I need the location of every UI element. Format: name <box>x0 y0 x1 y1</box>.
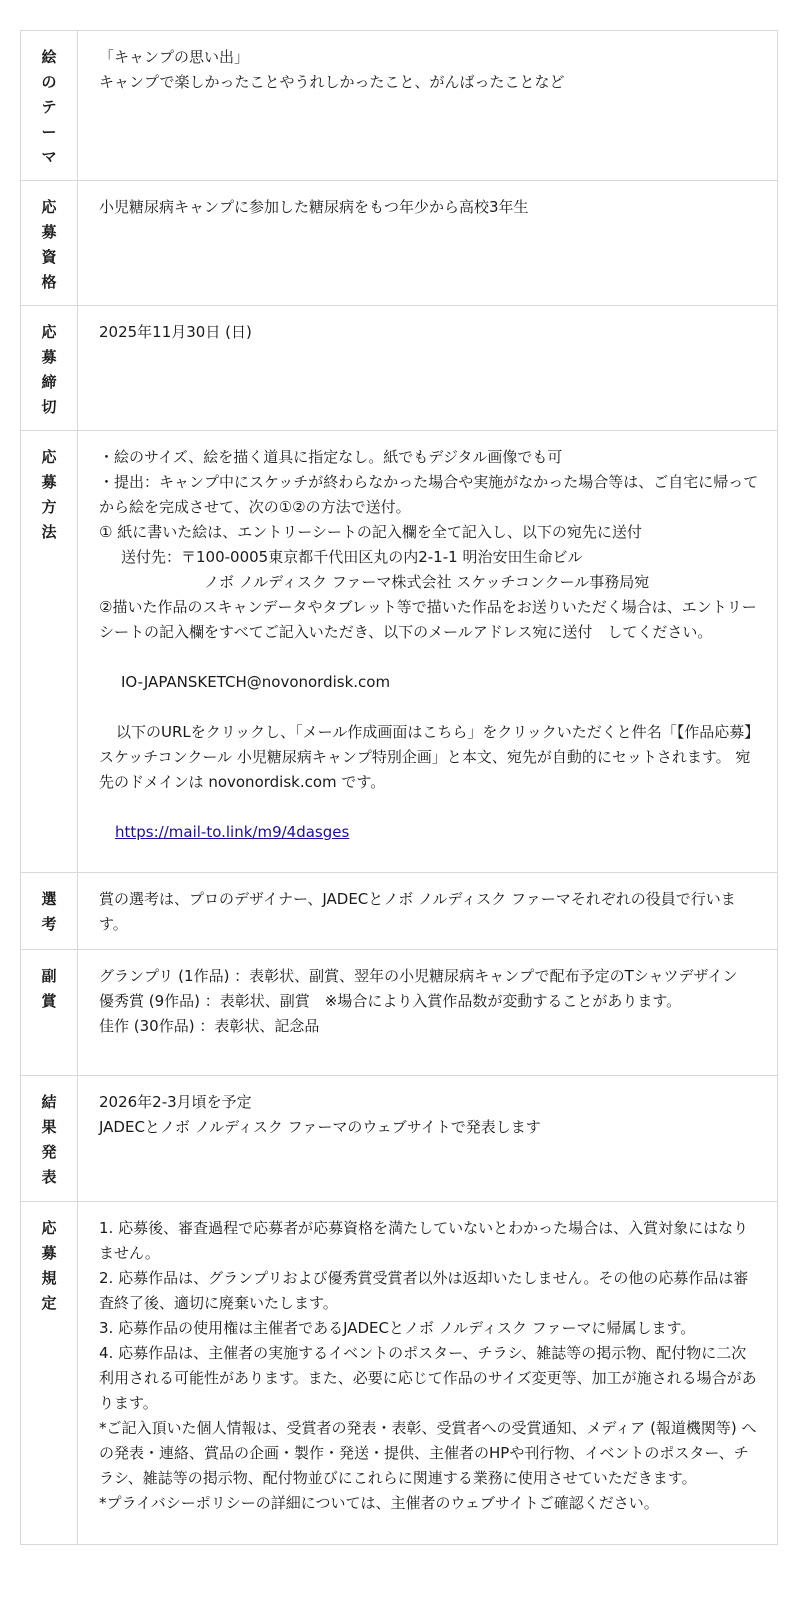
prize-grand: グランプリ (1作品) ：表彰状、副賞、翌年の小児糖尿病キャンプで配布予定のTシャツデザイン <box>99 967 738 985</box>
row-content-selection <box>78 873 778 950</box>
row-label-prizes: 副賞 <box>21 950 78 1076</box>
row-label-selection: 選考 <box>21 873 78 950</box>
row-content-eligibility <box>78 181 778 306</box>
mail-link-line <box>99 820 761 845</box>
row-deadline <box>21 306 778 431</box>
spacer <box>99 645 761 670</box>
contest-info-table <box>20 30 778 1545</box>
eligibility-text: 小児糖尿病キャンプに参加した糖尿病をもつ年少から高校3年生 <box>99 198 529 216</box>
spacer <box>99 695 761 720</box>
results-venue: JADECとノボ ノルディスク ファーマのウェブサイトで発表します <box>99 1118 541 1136</box>
prize-excellence: 優秀賞 (9作品) ：表彰状、副賞 ※場合により入賞作品数が変動することがあります。 <box>99 992 682 1010</box>
row-content-theme <box>78 31 778 181</box>
row-content-deadline <box>78 306 778 431</box>
deadline-date: 2025年11月30日 (日) <box>99 323 252 341</box>
row-theme <box>21 31 778 181</box>
theme-description: キャンプで楽しかったことやうれしかったこと、がんばったことなど <box>99 73 565 91</box>
row-eligibility <box>21 181 778 306</box>
prize-honorable: 佳作 (30作品) ：表彰状、記念品 <box>99 1017 320 1035</box>
results-date: 2026年2-3月頃を予定 <box>99 1093 252 1111</box>
privacy-note: *ご記入頂いた個人情報は、受賞者の発表・表彰、受賞者への受賞通知、メディア (報道機関等) への発表・連絡、賞品の企画・製作・発送・提供、主催者のHPや刊行物、イベントのポスター、チラシ、雑誌等の掲示物、配付物並びにこれらに関連する業務に使用させていただきます。 <box>99 1419 757 1487</box>
method-paper-instruction: ① 紙に書いた絵は、エントリーシートの記入欄を全て記入し、以下の宛先に送付 <box>99 523 642 541</box>
row-content-rules <box>78 1202 778 1545</box>
rule-item: 4. 応募作品は、主催者の実施するイベントのポスター、チラシ、雑誌等の掲示物、配付物に二次利用される可能性があります。また、必要に応じて作品のサイズ変更等、加工が施される場合があります。 <box>99 1344 757 1412</box>
row-results <box>21 1076 778 1202</box>
row-content-method <box>78 431 778 873</box>
method-digital-instruction: ②描いた作品のスキャンデータやタブレット等で描いた作品をお送りいただく場合は、エントリーシートの記入欄をすべてご記入いただき、以下のメールアドレス宛に送付 してください。 <box>99 598 757 641</box>
theme-title: 「キャンプの思い出」 <box>99 48 250 66</box>
row-label-rules: 応募規定 <box>21 1202 78 1545</box>
row-label-method: 応募方法 <box>21 431 78 873</box>
rule-item: 1. 応募後、審査過程で応募者が応募資格を満たしていないとわかった場合は、入賞対象にはなりません。 <box>99 1219 749 1262</box>
privacy-policy-note: *プライバシーポリシーの詳細については、主催者のウェブサイトご確認ください。 <box>99 1494 659 1512</box>
row-selection <box>21 873 778 950</box>
row-label-eligibility: 応募資格 <box>21 181 78 306</box>
row-method <box>21 431 778 873</box>
row-rules <box>21 1202 778 1545</box>
row-label-results: 結果発表 <box>21 1076 78 1202</box>
url-instruction: 以下のURLをクリックし、「メール作成画面はこちら」をクリックいただくと件名「【作品応募】スケッチコンクール 小児糖尿病キャンプ特別企画」と本文、宛先が自動的にセットされます。 宛先のドメインは novonordisk.com です。 <box>99 723 760 791</box>
spacer <box>99 795 761 820</box>
contact-email: IO-JAPANSKETCH@novonordisk.com <box>121 673 391 691</box>
row-label-deadline: 応募締切 <box>21 306 78 431</box>
method-submission-note: ・提出：キャンプ中にスケッチが終わらなかった場合や実施がなかった場合等は、ご自宅に帰ってから絵を完成させて、次の①②の方法で送付。 <box>99 473 759 516</box>
mail-to-link[interactable]: https://mail-to.link/m9/4dasges <box>115 823 350 841</box>
rule-item: 2. 応募作品は、グランプリおよび優秀賞受賞者以外は返却いたしません。その他の応募作品は審査終了後、適切に廃棄いたします。 <box>99 1269 749 1312</box>
mailing-address: 送付先：〒100-0005東京都千代田区丸の内2-1-1 明治安田生命ビル <box>121 548 583 566</box>
row-label-theme: 絵のテーマ <box>21 31 78 181</box>
method-size-note: ・絵のサイズ、絵を描く道具に指定なし。紙でもデジタル画像でも可 <box>99 448 563 466</box>
row-content-results <box>78 1076 778 1202</box>
selection-text: 賞の選考は、プロのデザイナー、JADECとノボ ノルディスク ファーマそれぞれの役員で行います。 <box>99 890 736 933</box>
row-content-prizes <box>78 950 778 1076</box>
mailing-recipient: ノボ ノルディスク ファーマ株式会社 スケッチコンクール事務局宛 <box>204 573 650 591</box>
rule-item: 3. 応募作品の使用権は主催者であるJADECとノボ ノルディスク ファーマに帰属します。 <box>99 1319 696 1337</box>
row-prizes <box>21 950 778 1076</box>
